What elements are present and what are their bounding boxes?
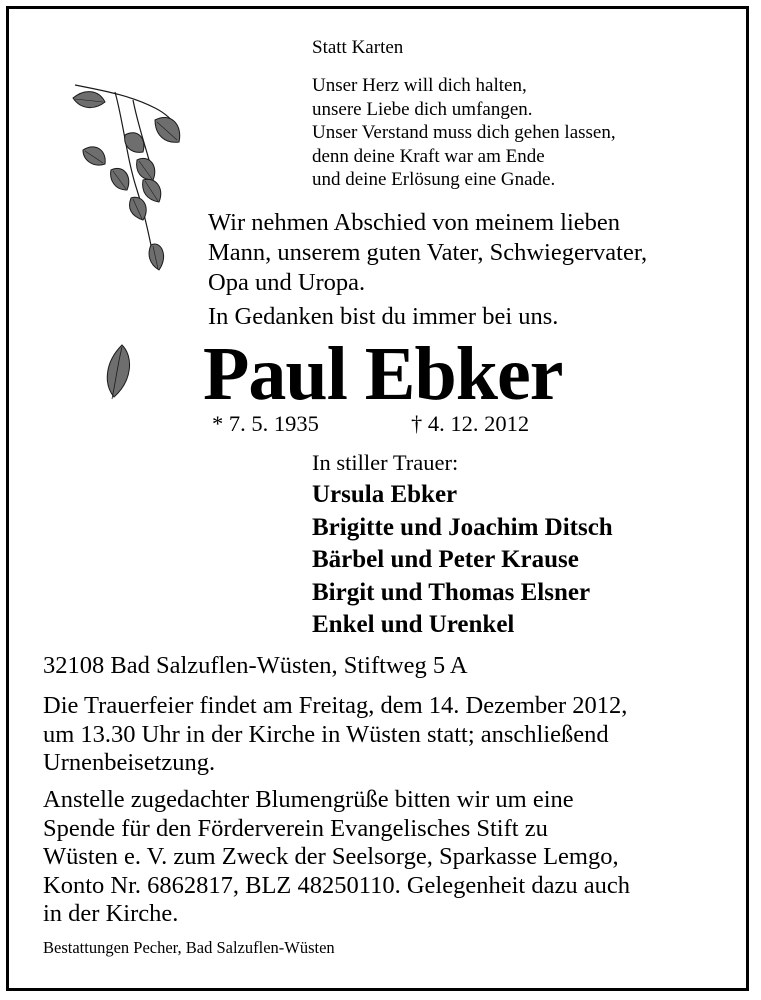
family-member: Bärbel und Peter Krause <box>312 546 579 573</box>
farewell-line: Mann, unserem guten Vater, Schwiegervater, <box>208 239 648 266</box>
death-date: † 4. 12. 2012 <box>411 411 530 436</box>
ceremony-line: Urnenbeisetzung. <box>43 749 216 776</box>
farewell-line: Wir nehmen Abschied von meinem lieben <box>208 209 621 236</box>
poem-line: unsere Liebe dich umfangen. <box>312 98 533 120</box>
poem-line: und deine Erlösung eine Gnade. <box>312 169 556 190</box>
ceremony-line: Die Trauerfeier findet am Freitag, dem 14. Dezember 2012, <box>43 692 628 719</box>
family-list <box>312 479 613 642</box>
address: 32108 Bad Salzuflen-Wüsten, Stiftweg 5 A <box>43 652 468 679</box>
falling-leaf-icon <box>98 343 136 401</box>
birth-date: * 7. 5. 1935 <box>212 411 319 436</box>
birch-branch-icon <box>55 80 190 295</box>
family-member: Ursula Ebker <box>312 481 458 508</box>
mourning-label: In stiller Trauer: <box>312 450 459 475</box>
donation-info <box>43 786 630 929</box>
deceased-name: Paul Ebker <box>203 332 563 416</box>
family-member: Enkel und Urenkel <box>312 611 515 638</box>
donation-line: Konto Nr. 6862817, BLZ 48250110. Gelegenheit dazu auch <box>43 871 630 899</box>
farewell-text <box>208 208 647 298</box>
farewell-line: Opa und Uropa. <box>208 269 366 296</box>
donation-line: Anstelle zugedachter Blumengrüße bitten wir um eine <box>43 786 574 813</box>
poem-line: denn deine Kraft war am Ende <box>312 145 545 167</box>
donation-line: Spende für den Förderverein Evangelisches Stift zu <box>43 814 548 842</box>
intro-text: Statt Karten <box>312 37 404 58</box>
poem-line: Unser Verstand muss dich gehen lassen, <box>312 122 616 143</box>
ceremony-line: um 13.30 Uhr in der Kirche in Wüsten statt; anschließend <box>43 720 609 748</box>
donation-line: Wüsten e. V. zum Zweck der Seelsorge, Sparkasse Lemgo, <box>43 843 619 870</box>
ceremony-info <box>43 692 627 778</box>
poem-line: Unser Herz will dich halten, <box>312 75 527 96</box>
family-member: Birgit und Thomas Elsner <box>312 578 591 606</box>
undertaker: Bestattungen Pecher, Bad Salzuflen-Wüsten <box>43 938 335 957</box>
poem <box>312 74 616 192</box>
thoughts-text: In Gedanken bist du immer bei uns. <box>208 303 559 330</box>
family-member: Brigitte und Joachim Ditsch <box>312 513 613 541</box>
donation-line: in der Kirche. <box>43 900 179 927</box>
